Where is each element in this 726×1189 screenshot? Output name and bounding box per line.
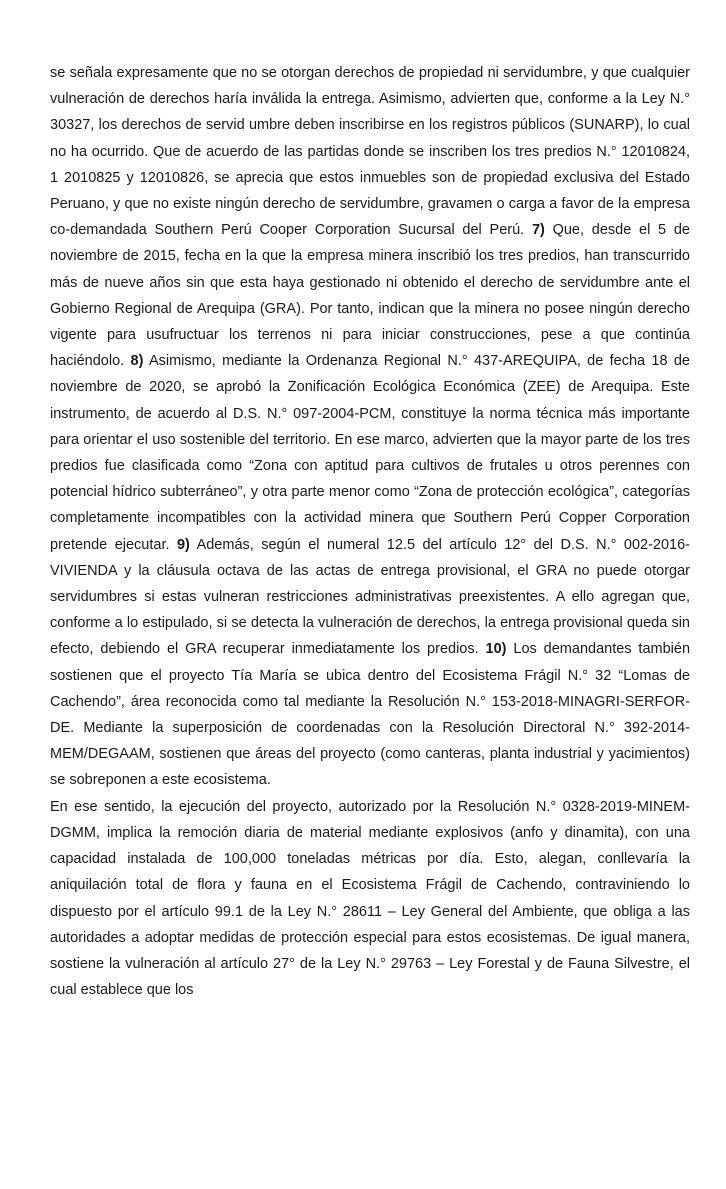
item-number-7: 7) <box>531 222 545 239</box>
paragraph-1 <box>50 60 690 794</box>
paragraph-1-part-b: Que, desde el 5 de noviembre de 2015, fecha en la que la empresa minera inscribió los tres predios, han transcurrido más de nueve años sin que esta haya gestionado ni obtenido el derecho de servidumbre ante el Gobierno Regional de Arequipa (GRA). Por tanto, indican que la minera no posee ningún derecho vigente para usufructuar los terrenos ni para iniciar construcciones, pese a que continúa haciéndolo. <box>50 222 690 370</box>
paragraph-1-part-a: se señala expresamente que no se otorgan derechos de propiedad ni servidumbre, y que cualquier vulneración de derechos haría inválida la entrega. Asimismo, advierten que, conforme a la Ley N.° 30327, los derechos de servid umbre deben inscribirse en los registros públicos (SUNARP), lo cual no ha ocurrido. Que de acuerdo de las partidas donde se inscriben los tres predios N.° 12010824, 1 2010825 y 12010826, se aprecia que estos inmuebles son de propiedad exclusiva del Estado Peruano, y que no existe ningún derecho de servidumbre, gravamen o carga a favor de la empresa co-demandada Southern Perú Cooper Corporation Sucursal del Perú. <box>50 65 690 239</box>
item-number-9: 9) <box>176 536 190 553</box>
item-number-10: 10) <box>485 641 507 658</box>
document-page <box>50 60 690 1003</box>
paragraph-2: En ese sentido, la ejecución del proyecto, autorizado por la Resolución N.° 0328-2019-MINEM-DGMM, implica la remoción diaria de material mediante explosivos (anfo y dinamita), con una capacidad instalada de 100,000 toneladas métricas por día. Esto, alegan, conllevaría la aniquilación total de flora y fauna en el Ecosistema Frágil de Cachendo, contraviniendo lo dispuesto por el artículo 99.1 de la Ley N.° 28611 – Ley General del Ambiente, que obliga a las autoridades a adoptar medidas de protección especial para estos ecosistemas. De igual manera, sostiene la vulneración al artículo 27° de la Ley N.° 29763 – Ley Forestal y de Fauna Silvestre, el cual establece que los <box>50 798 690 999</box>
item-number-8: 8) <box>130 353 144 370</box>
paragraph-1-part-c: Asimismo, mediante la Ordenanza Regional N.° 437-AREQUIPA, de fecha 18 de noviembre de 2020, se aprobó la Zonificación Ecológica Económica (ZEE) de Arequipa. Este instrumento, de acuerdo al D.S. N.° 097-2004-PCM, constituye la norma técnica más importante para orientar el uso sostenible del territorio. En ese marco, advierten que la mayor parte de los tres predios fue clasificada como “Zona con aptitud para cultivos de frutales u otros perennes con potencial hídrico subterráneo”, y otra parte menor como “Zona de protección ecológica”, categorías completamente incompatibles con la actividad minera que Southern Perú Copper Corporation pretende ejecutar. <box>50 353 690 553</box>
paragraph-1-part-e: Los demandantes también sostienen que el proyecto Tía María se ubica dentro del Ecosistema Frágil N.° 32 “Lomas de Cachendo”, área reconocida como tal mediante la Resolución N.° 153-2018-MINAGRI-SERFOR-DE. Mediante la superposición de coordenadas con la Resolución Directoral N.° 392-2014-MEM/DEGAAM, sostienen que áreas del proyecto (como canteras, planta industrial y yacimientos) se sobreponen a este ecosistema. <box>50 641 691 789</box>
paragraph-1-part-d: Además, según el numeral 12.5 del artículo 12° del D.S. N.° 002-2016-VIVIENDA y la cláusula octava de las actas de entrega provisional, el GRA no puede otorgar servidumbres si estas vulneran restricciones administrativas preexistentes. A ello agregan que, conforme a lo estipulado, si se detecta la vulneración de derechos, la entrega provisional queda sin efecto, debiendo el GRA recuperar inmediatamente los predios. <box>50 536 691 658</box>
